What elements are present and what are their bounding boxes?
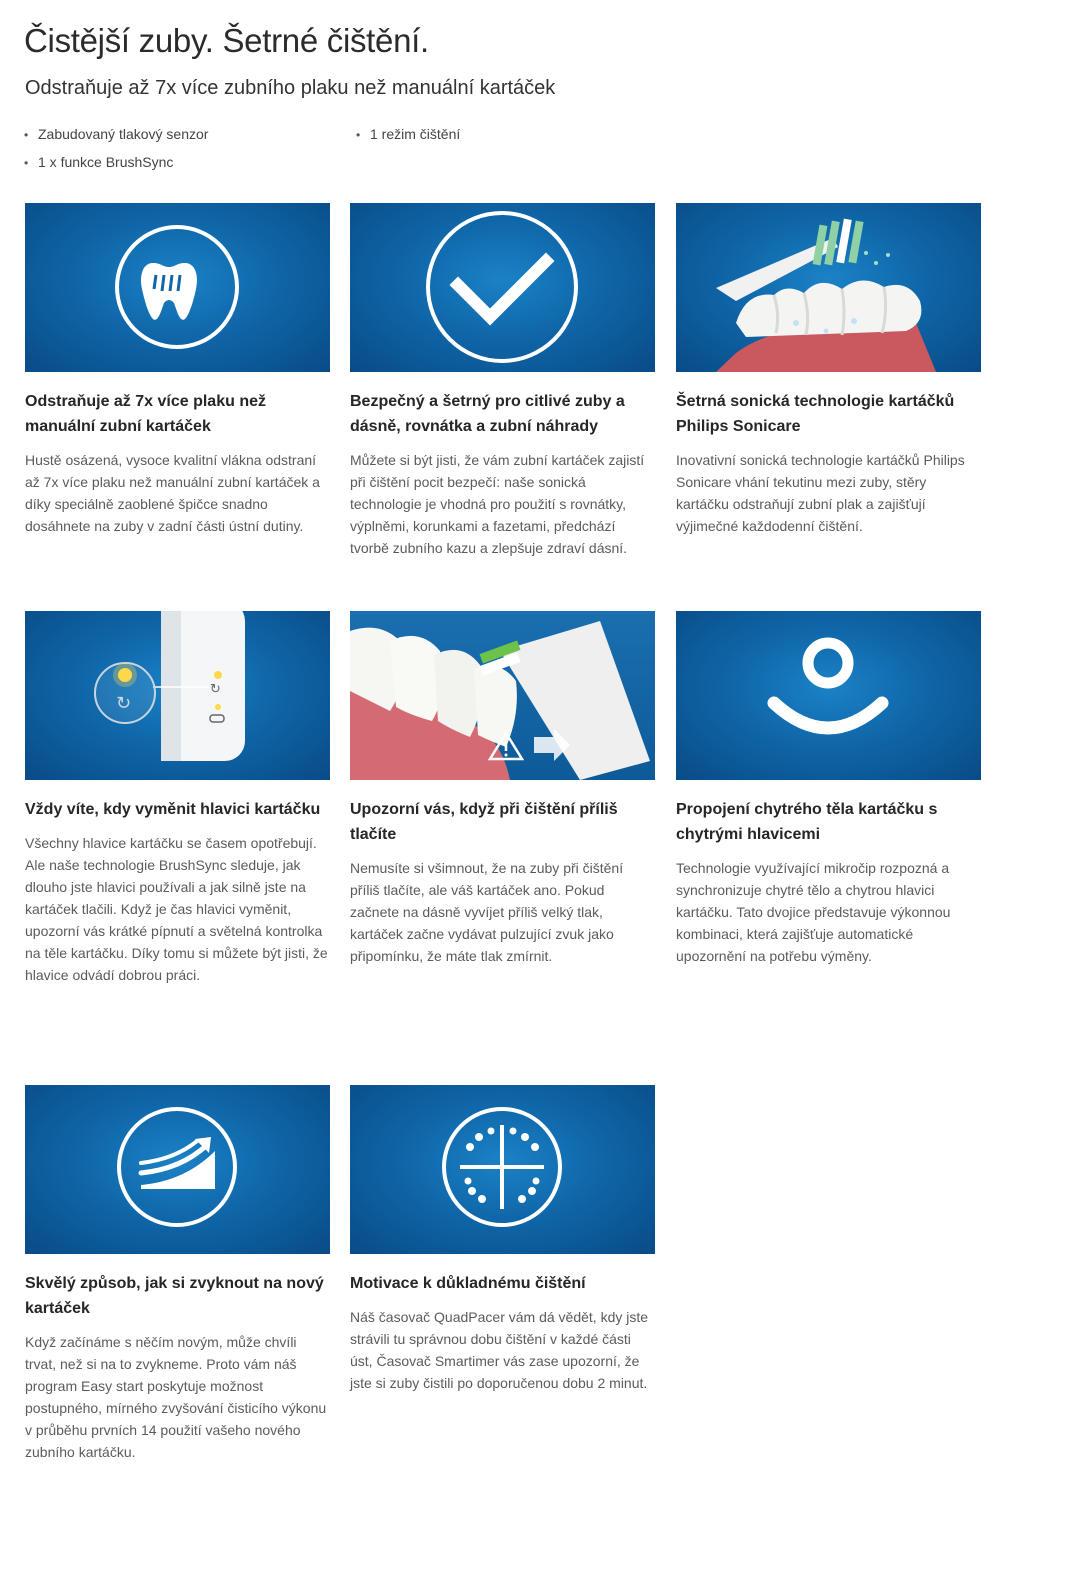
feature-card-sonic bbox=[676, 203, 981, 537]
bullet-dot-icon: • bbox=[24, 156, 29, 170]
feature-title: Odstraňuje až 7x více plaku než manuální zubní kartáček bbox=[25, 393, 266, 435]
feature-image bbox=[676, 611, 981, 780]
feature-card-sync bbox=[676, 611, 981, 967]
feature-card-brushsync bbox=[25, 611, 330, 986]
bullet-dot-icon: • bbox=[356, 128, 361, 142]
feature-title: Bezpečný a šetrný pro citlivé zuby a dásně, rovnátka a zubní náhrady bbox=[350, 393, 625, 435]
sonic-brush-illustration bbox=[676, 203, 981, 372]
feature-image bbox=[350, 611, 655, 780]
feature-image bbox=[25, 611, 330, 780]
feature-description: Hustě osázená, vysoce kvalitní vlákna odstraní až 7x více plaku než manuální zubní kartáček a díky speciálně zaoblené špičce snadno dosáhnete na zuby v zadní části ústní dutiny. bbox=[25, 452, 320, 534]
feature-card-plaque bbox=[25, 203, 330, 537]
bullet-text: Zabudovaný tlakový senzor bbox=[38, 126, 209, 142]
feature-title: Motivace k důkladnému čištění bbox=[350, 1275, 586, 1292]
feature-title: Propojení chytrého těla kartáčku s chytrými hlavicemi bbox=[676, 801, 938, 843]
pressure-warning-illustration bbox=[350, 611, 655, 780]
feature-image bbox=[25, 1085, 330, 1254]
feature-title: Šetrná sonická technologie kartáčků Philips Sonicare bbox=[676, 393, 955, 435]
feature-title: Vždy víte, kdy vyměnit hlavici kartáčku bbox=[25, 801, 321, 818]
feature-image bbox=[25, 203, 330, 372]
svg-text:↻: ↻ bbox=[116, 693, 132, 714]
feature-card-quadpacer bbox=[350, 1085, 655, 1394]
feature-title: Skvělý způsob, jak si zvyknout na nový kartáček bbox=[25, 1275, 324, 1317]
sync-signal-icon bbox=[676, 611, 981, 780]
bullet-text: 1 x funkce BrushSync bbox=[38, 154, 174, 170]
feature-description: Náš časovač QuadPacer vám dá vědět, kdy jste strávili tu správnou dobu čištění v každé části úst, Časovač Smartimer vás zase upozorní, že jste si zuby čistili po doporučenou dobu 2 minut. bbox=[350, 1309, 649, 1391]
feature-bullet-list bbox=[24, 124, 644, 180]
quadpacer-timer-icon bbox=[350, 1085, 655, 1254]
brush-handle-indicator-illustration bbox=[25, 611, 330, 780]
easy-start-ramp-icon bbox=[25, 1085, 330, 1254]
feature-image bbox=[350, 1085, 655, 1254]
page-subtitle: Odstraňuje až 7x více zubního plaku než manuální kartáček bbox=[25, 77, 556, 99]
checkmark-icon bbox=[350, 203, 655, 372]
feature-description: Technologie využívající mikročip rozpozná a synchronizuje chytré tělo a chytrou hlavici kartáčku. Tato dvojice představuje výkonnou kombinaci, která zajišťuje automatické upozornění na potřebu výměny. bbox=[676, 860, 951, 964]
feature-description: Inovativní sonická technologie kartáčků Philips Sonicare vhání tekutinu mezi zuby, stěry kartáčku odstraňují zubní plak a zajišťují výjimečné každodenní čištění. bbox=[676, 452, 965, 534]
svg-text:↻: ↻ bbox=[210, 682, 221, 697]
feature-description: Všechny hlavice kartáčku se časem opotřebují. Ale naše technologie BrushSync sleduje, jak dlouho jste hlavici používali a jak silně jste na kartáček tlačili. Když je čas hlavici vyměnit, upozorní vás krátké pípnutí a světelná kontrolka na těle kartáčku. Díky tomu si můžete být jisti, že hlavice odvádí dobrou práci. bbox=[25, 835, 328, 983]
bullet-item bbox=[24, 152, 173, 173]
feature-card-safe bbox=[350, 203, 655, 559]
feature-description: Když začínáme s něčím novým, může chvíli trvat, než si na to zvykneme. Proto vám náš program Easy start poskytuje možnost postupného, mírného zvyšování čisticího výkonu v průběhu prvních 14 použití vašeho nového zubního kartáčku. bbox=[25, 1334, 327, 1460]
bullet-item bbox=[356, 124, 460, 145]
feature-description: Můžete si být jisti, že vám zubní kartáček zajistí při čištění pocit bezpečí: naše sonická technologie je vhodná pro použití s rovnátky, výplněmi, korunkami a fazetami, předchází tvorbě zubního kazu a zlepšuje zdraví dásní. bbox=[350, 452, 645, 556]
bullet-item bbox=[24, 124, 208, 145]
page-title: Čistější zuby. Šetrné čištění. bbox=[24, 22, 429, 59]
feature-card-pressure bbox=[350, 611, 655, 967]
feature-image bbox=[676, 203, 981, 372]
tooth-icon bbox=[25, 203, 330, 372]
bullet-dot-icon: • bbox=[24, 128, 29, 142]
bullet-text: 1 režim čištění bbox=[370, 126, 461, 142]
feature-title: Upozorní vás, když při čištění příliš tlačíte bbox=[350, 801, 618, 843]
feature-image bbox=[350, 203, 655, 372]
feature-card-easystart bbox=[25, 1085, 330, 1463]
feature-description: Nemusíte si všimnout, že na zuby při čištění příliš tlačíte, ale váš kartáček ano. Pokud začnete na dásně vyvíjet příliš velký tlak, kartáček začne vydávat pulzující zvuk jako připomínku, že máte tlak zmírnit. bbox=[350, 860, 624, 964]
